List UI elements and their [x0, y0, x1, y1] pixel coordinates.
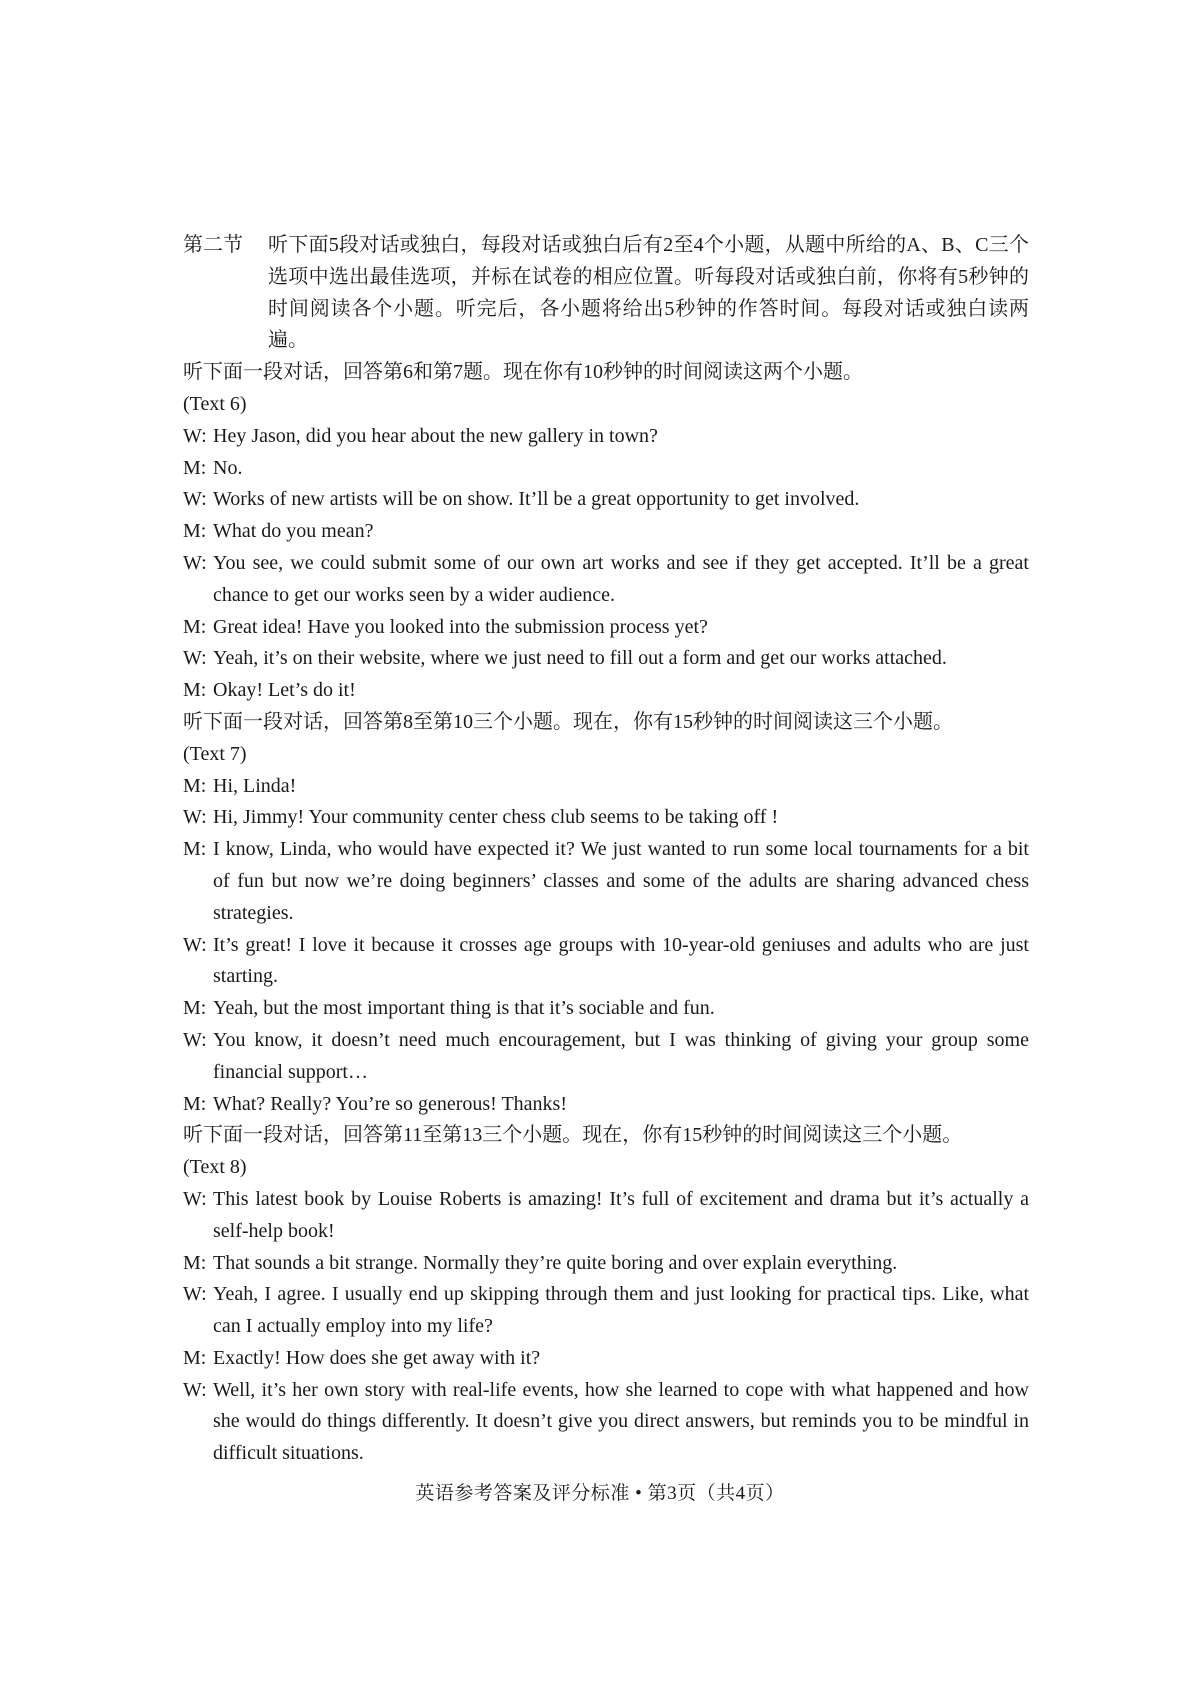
utterance: Yeah, I agree. I usually end up skipping through them and just looking for practical tips. Like, what can I actually employ into my life?	[213, 1283, 1029, 1338]
speaker-label: W:	[183, 933, 207, 956]
utterance: Great idea! Have you looked into the submission process yet?	[213, 615, 708, 638]
speaker-label: W:	[183, 1028, 207, 1051]
dialogue-turn	[183, 1343, 1029, 1375]
speaker-label: M:	[183, 615, 207, 638]
dialogue-block-text8	[183, 1120, 1029, 1470]
dialogue-turn	[183, 643, 1029, 675]
dialogue-turn	[183, 612, 1029, 644]
text-label: (Text 7)	[183, 742, 247, 765]
speaker-label: W:	[183, 647, 207, 670]
speaker-label: W:	[183, 488, 207, 511]
dialogue-turn	[183, 1375, 1029, 1470]
utterance: What do you mean?	[213, 520, 374, 543]
speaker-label: W:	[183, 551, 207, 574]
utterance: Hi, Linda!	[213, 774, 297, 797]
utterance: You see, we could submit some of our own art works and see if they get accepted. It’ll be a great chance to get our works seen by a wider audience.	[213, 551, 1029, 606]
dialogue-turn	[183, 930, 1029, 994]
block-prompt: 听下面一段对话，回答第8至第10三个小题。现在，你有15秒钟的时间阅读这三个小题。	[183, 710, 953, 733]
utterance: What? Really? You’re so generous! Thanks!	[213, 1092, 567, 1115]
utterance: You know, it doesn’t need much encouragement, but I was thinking of giving your group some financial support…	[213, 1028, 1029, 1083]
utterance: Okay! Let’s do it!	[213, 679, 356, 702]
utterance: Hi, Jimmy! Your community center chess club seems to be taking off !	[213, 806, 779, 829]
speaker-label: W:	[183, 424, 207, 447]
utterance: That sounds a bit strange. Normally they’re quite boring and over explain everything.	[213, 1251, 898, 1274]
speaker-label: W:	[183, 1187, 207, 1210]
section-heading	[183, 230, 1029, 357]
block-prompt: 听下面一段对话，回答第6和第7题。现在你有10秒钟的时间阅读这两个小题。	[183, 361, 863, 384]
dialogue-turn	[183, 1184, 1029, 1248]
utterance: Yeah, it’s on their website, where we just need to fill out a form and get our works attached.	[213, 647, 947, 670]
dialogue-turn	[183, 1089, 1029, 1121]
utterance: Works of new artists will be on show. It’ll be a great opportunity to get involved.	[213, 488, 860, 511]
dialogue-block-text7	[183, 707, 1029, 1120]
dialogue-turn	[183, 993, 1029, 1025]
text-label: (Text 8)	[183, 1156, 247, 1179]
text-label: (Text 6)	[183, 392, 247, 415]
utterance: Hey Jason, did you hear about the new gallery in town?	[213, 424, 658, 447]
utterance: I know, Linda, who would have expected it? We just wanted to run some local tournaments for a bit of fun but now we’re doing beginners’ classes and some of the adults are sharing advanced chess strategies.	[213, 838, 1029, 924]
speaker-label: M:	[183, 774, 207, 797]
utterance: This latest book by Louise Roberts is amazing! It’s full of excitement and drama but it’s actually a self-help book!	[213, 1187, 1029, 1242]
speaker-label: W:	[183, 1378, 207, 1401]
speaker-label: M:	[183, 838, 207, 861]
dialogue-turn	[183, 834, 1029, 929]
speaker-label: M:	[183, 1092, 207, 1115]
speaker-label: W:	[183, 806, 207, 829]
dialogue-turn	[183, 675, 1029, 707]
speaker-label: M:	[183, 520, 207, 543]
speaker-label: M:	[183, 456, 207, 479]
utterance: No.	[213, 456, 243, 479]
utterance: It’s great! I love it because it crosses age groups with 10-year-old geniuses and adults who are just starting.	[213, 933, 1029, 988]
block-prompt: 听下面一段对话，回答第11至第13三个小题。现在，你有15秒钟的时间阅读这三个小题。	[183, 1124, 963, 1147]
dialogue-turn	[183, 802, 1029, 834]
speaker-label: M:	[183, 1251, 207, 1274]
dialogue-turn	[183, 484, 1029, 516]
document-page	[183, 230, 1029, 1470]
utterance: Exactly! How does she get away with it?	[213, 1346, 541, 1369]
speaker-label: M:	[183, 679, 207, 702]
dialogue-turn	[183, 1025, 1029, 1089]
speaker-label: W:	[183, 1283, 207, 1306]
utterance: Well, it’s her own story with real-life events, how she learned to cope with what happened and how she would do things differently. It doesn’t give you direct answers, but reminds you to be mindful in difficult situations.	[213, 1378, 1029, 1465]
page-footer: 英语参考答案及评分标准 • 第3页（共4页）	[415, 1483, 785, 1504]
section-instructions: 听下面5段对话或独白，每段对话或独白后有2至4个小题，从题中所给的A、B、C三个选项中选出最佳选项，并标在试卷的相应位置。听每段对话或独白前，你将有5秒钟的时间阅读各个小题。听完后，各小题将给出5秒钟的作答时间。每段对话或独白读两遍。	[268, 234, 1029, 352]
dialogue-turn	[183, 1248, 1029, 1280]
dialogue-turn	[183, 548, 1029, 612]
utterance: Yeah, but the most important thing is that it’s sociable and fun.	[213, 997, 715, 1020]
speaker-label: M:	[183, 997, 207, 1020]
section-label: 第二节	[183, 234, 243, 256]
dialogue-block-text6	[183, 357, 1029, 707]
speaker-label: M:	[183, 1346, 207, 1369]
dialogue-turn	[183, 453, 1029, 485]
dialogue-turn	[183, 771, 1029, 803]
dialogue-turn	[183, 516, 1029, 548]
dialogue-turn	[183, 1279, 1029, 1343]
dialogue-turn	[183, 421, 1029, 453]
